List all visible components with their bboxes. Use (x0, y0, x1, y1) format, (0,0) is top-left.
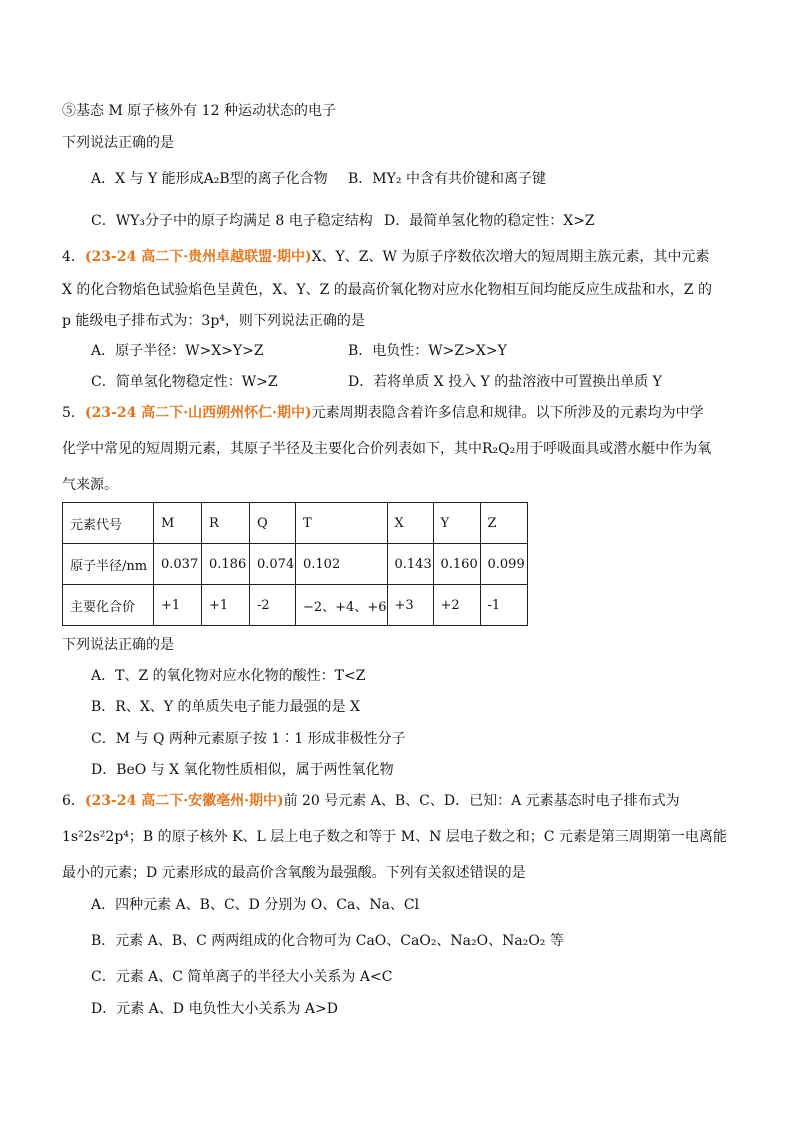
q6-option-b: B．元素 A、B、C 两两组成的化合物可为 CaO、CaO₂、Na₂O、Na₂O₂ 等 (91, 933, 564, 949)
q6-text2: ；B 的原子核外 K、L 层上电子数之和等于 M、N 层电子数之和；C 元素是第三周期第一电离能 (128, 829, 727, 845)
q6-option-c: C．元素 A、C 简单离子的半径大小关系为 A<C (91, 969, 393, 985)
q4-option-a: A．原子半径：W>X>Y>Z (91, 343, 264, 359)
q5-text2-tail: 用于呼吸面具或潜水艇中作为氧 (515, 441, 712, 457)
q4-line2: X 的化合物焰色试验焰色呈黄色，X、Y、Z 的最高价氧化物对应水化物相互间均能反应生成盐和水，Z 的 (62, 282, 712, 298)
q6-line3: 最小的元素；D 元素形成的最高价含氧酸为最强酸。下列有关叙述错误的是 (62, 865, 526, 881)
table-cell: Z (480, 503, 527, 544)
table-cell: 0.037 (154, 544, 202, 585)
q5-line2 (62, 439, 711, 459)
q6-formula: 1s²2s²2p⁴ (62, 829, 129, 845)
option-a-text: A．X 与 Y 能形成 (91, 171, 204, 187)
q6-line1 (62, 791, 680, 811)
table-cell: 主要化合价 (63, 585, 154, 626)
table-cell: 0.143 (387, 544, 433, 585)
q4-option-b: B．电负性：W>Z>X>Y (348, 343, 507, 359)
option-b-tail: 中含有共价键和离子键 (405, 171, 546, 187)
q6-line2 (62, 827, 727, 847)
q6-source-tag: (23-24 高二下·安徽亳州·期中) (84, 793, 284, 809)
table-row (63, 585, 528, 626)
table-cell: 0.099 (480, 544, 527, 585)
option-c-formula: WY₃ (115, 213, 145, 229)
q6-text1: 前 20 号元素 A、B、C、D．已知：A 元素基态时电子排布式为 (283, 793, 680, 809)
option-b-formula: MY₂ (372, 171, 402, 187)
table-cell: -1 (480, 585, 527, 626)
q6-number: 6． (62, 793, 85, 809)
table-cell: +1 (154, 585, 202, 626)
element-table (62, 502, 528, 626)
option-c (91, 211, 373, 231)
q5-option-c: C．M 与 Q 两种元素原子按 1∶1 形成非极性分子 (91, 731, 406, 747)
q5-source-tag: (23-24 高二下·山西朔州怀仁·期中) (84, 405, 312, 421)
table-cell: Y (433, 503, 480, 544)
table-cell: 0.074 (250, 544, 296, 585)
option-a (91, 169, 328, 189)
table-cell: +3 (387, 585, 433, 626)
table-cell: 0.186 (202, 544, 250, 585)
option-b-text: B． (348, 171, 373, 187)
table-cell: 原子半径/nm (63, 544, 154, 585)
q5-option-b: B．R、X、Y 的单质失电子能力最强的是 X (91, 699, 360, 715)
table-cell: Q (250, 503, 296, 544)
table-cell: 0.102 (296, 544, 388, 585)
table-cell: -2 (250, 585, 296, 626)
q5-line1 (62, 403, 704, 423)
option-c-tail: 分子中的原子均满足 8 电子稳定结构 (144, 213, 373, 229)
option-a-formula: A₂B (203, 171, 230, 187)
q5-option-a: A．T、Z 的氧化物对应水化物的酸性：T<Z (91, 668, 366, 684)
q4-source-tag: (23-24 高二下·贵州卓越联盟·期中) (84, 249, 312, 265)
q4-line3: p 能级电子排布式为：3p⁴，则下列说法正确的是 (62, 313, 365, 329)
table-cell: T (296, 503, 388, 544)
q6-option-d: D．元素 A、D 电负性大小关系为 A>D (91, 1001, 338, 1017)
q5-line3: 气来源。 (62, 477, 118, 493)
q6-option-a: A．四种元素 A、B、C、D 分别为 O、Ca、Na、Cl (91, 897, 420, 913)
q5-text1: 元素周期表隐含着许多信息和规律。以下所涉及的元素均为中学 (311, 405, 704, 421)
q5-formula: R₂Q₂ (482, 441, 516, 457)
q5-prompt: 下列说法正确的是 (62, 637, 174, 653)
q4-option-c: C．简单氢化物稳定性：W>Z (91, 374, 278, 390)
table-cell: +2 (433, 585, 480, 626)
q4-option-d: D．若将单质 X 投入 Y 的盐溶液中可置换出单质 Y (348, 374, 662, 390)
statement-5: ⑤基态 M 原子核外有 12 种运动状态的电子 (62, 103, 336, 119)
table-row (63, 544, 528, 585)
question-prompt: 下列说法正确的是 (62, 135, 174, 151)
table-cell: X (387, 503, 433, 544)
table-cell: −2、+4、+6 (296, 585, 388, 626)
table-cell: 0.160 (433, 544, 480, 585)
q4-text1: X、Y、Z、W 为原子序数依次增大的短周期主族元素，其中元素 (311, 249, 710, 265)
table-cell: 元素代号 (63, 503, 154, 544)
table-cell: +1 (202, 585, 250, 626)
q4-line1 (62, 247, 709, 267)
q5-number: 5． (62, 405, 85, 421)
option-b (348, 169, 546, 189)
q4-number: 4． (62, 249, 85, 265)
table-cell: R (202, 503, 250, 544)
option-d: D．最简单氢化物的稳定性：X>Z (384, 213, 595, 229)
table-cell: M (154, 503, 202, 544)
q5-option-d: D．BeO 与 X 氧化物性质相似，属于两性氧化物 (91, 762, 394, 778)
table-row (63, 503, 528, 544)
option-c-text: C． (91, 213, 116, 229)
option-a-tail: 型的离子化合物 (229, 171, 328, 187)
q5-text2: 化学中常见的短周期元素，其原子半径及主要化合价列表如下，其中 (62, 441, 482, 457)
